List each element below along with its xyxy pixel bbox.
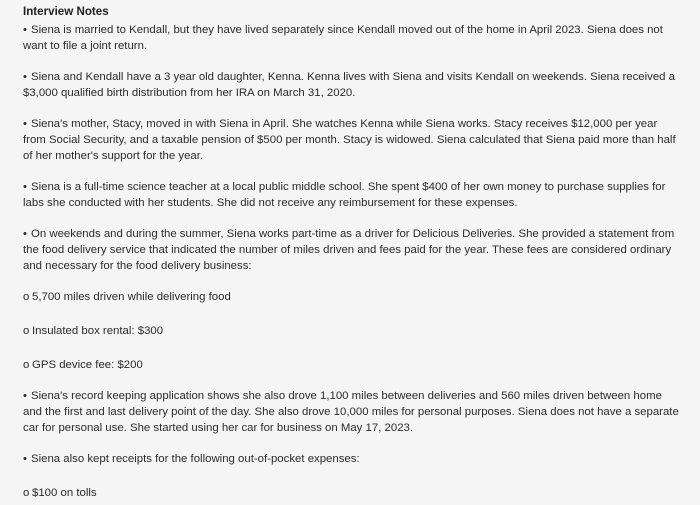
bullet-marker: • (23, 118, 27, 130)
delivery-item-text: Insulated box rental: $300 (32, 325, 164, 337)
delivery-item-text: 5,700 miles driven while delivering food (32, 291, 231, 303)
note-delivery-job (23, 226, 684, 274)
page-title: Interview Notes (23, 5, 109, 18)
bullet-marker: • (23, 453, 27, 465)
note-text: Siena and Kendall have a 3 year old daughter, Kenna. Kenna lives with Siena and visits Kendall on weekends. Siena received a $3,000 qualified birth distribution from her IRA on March 31, 2020. (23, 71, 676, 99)
note-receipts (23, 451, 684, 467)
note-text: Siena is married to Kendall, but they have lived separately since Kendall moved out of the home in April 2023. Siena does not want to file a joint return. (23, 24, 663, 52)
delivery-item (23, 323, 684, 339)
note-text: Siena's mother, Stacy, moved in with Siena in April. She watches Kenna while Siena works. Stacy receives $12,000 per year from Social Security, and a taxable pension of $500 per month. Stacy is widowed. Siena calculated that Siena paid more than half of her mother's support for the year. (23, 118, 676, 162)
bullet-marker: • (23, 390, 27, 402)
note-teacher (23, 179, 684, 211)
expense-item (23, 485, 684, 501)
note-text: On weekends and during the summer, Siena works part-time as a driver for Delicious Deliveries. She provided a statement from the food delivery service that indicated the number of miles driven and fees paid for the year. These fees are considered ordinary and necessary for the food delivery business: (23, 228, 675, 272)
note-text: Siena's record keeping application shows she also drove 1,100 miles between deliveries and 560 miles driven between home and the first and last delivery point of the day. She also drove 10,000 miles for personal purposes. Siena does not have a separate car for personal use. She started using her car for business on May 17, 2023. (23, 390, 679, 434)
sub-bullet-marker: o (23, 487, 30, 499)
expense-item-text: $100 on tolls (32, 487, 97, 499)
bullet-marker: • (23, 181, 27, 193)
bullet-marker: • (23, 228, 27, 240)
note-marital-status (23, 22, 684, 54)
note-mileage-records (23, 388, 684, 436)
sub-bullet-marker: o (23, 359, 30, 371)
delivery-item (23, 357, 684, 373)
sub-bullet-marker: o (23, 291, 30, 303)
bullet-marker: • (23, 71, 27, 83)
bullet-marker: • (23, 24, 27, 36)
note-text: Siena is a full-time science teacher at a local public middle school. She spent $400 of her own money to purchase supplies for labs she conducted with her students. She did not receive any reimbursement for these expenses. (23, 181, 666, 209)
sub-bullet-marker: o (23, 325, 30, 337)
delivery-item-text: GPS device fee: $200 (32, 359, 143, 371)
delivery-item (23, 289, 684, 305)
note-text: Siena also kept receipts for the following out-of-pocket expenses: (31, 453, 360, 465)
note-mother (23, 116, 684, 164)
note-daughter (23, 69, 684, 101)
